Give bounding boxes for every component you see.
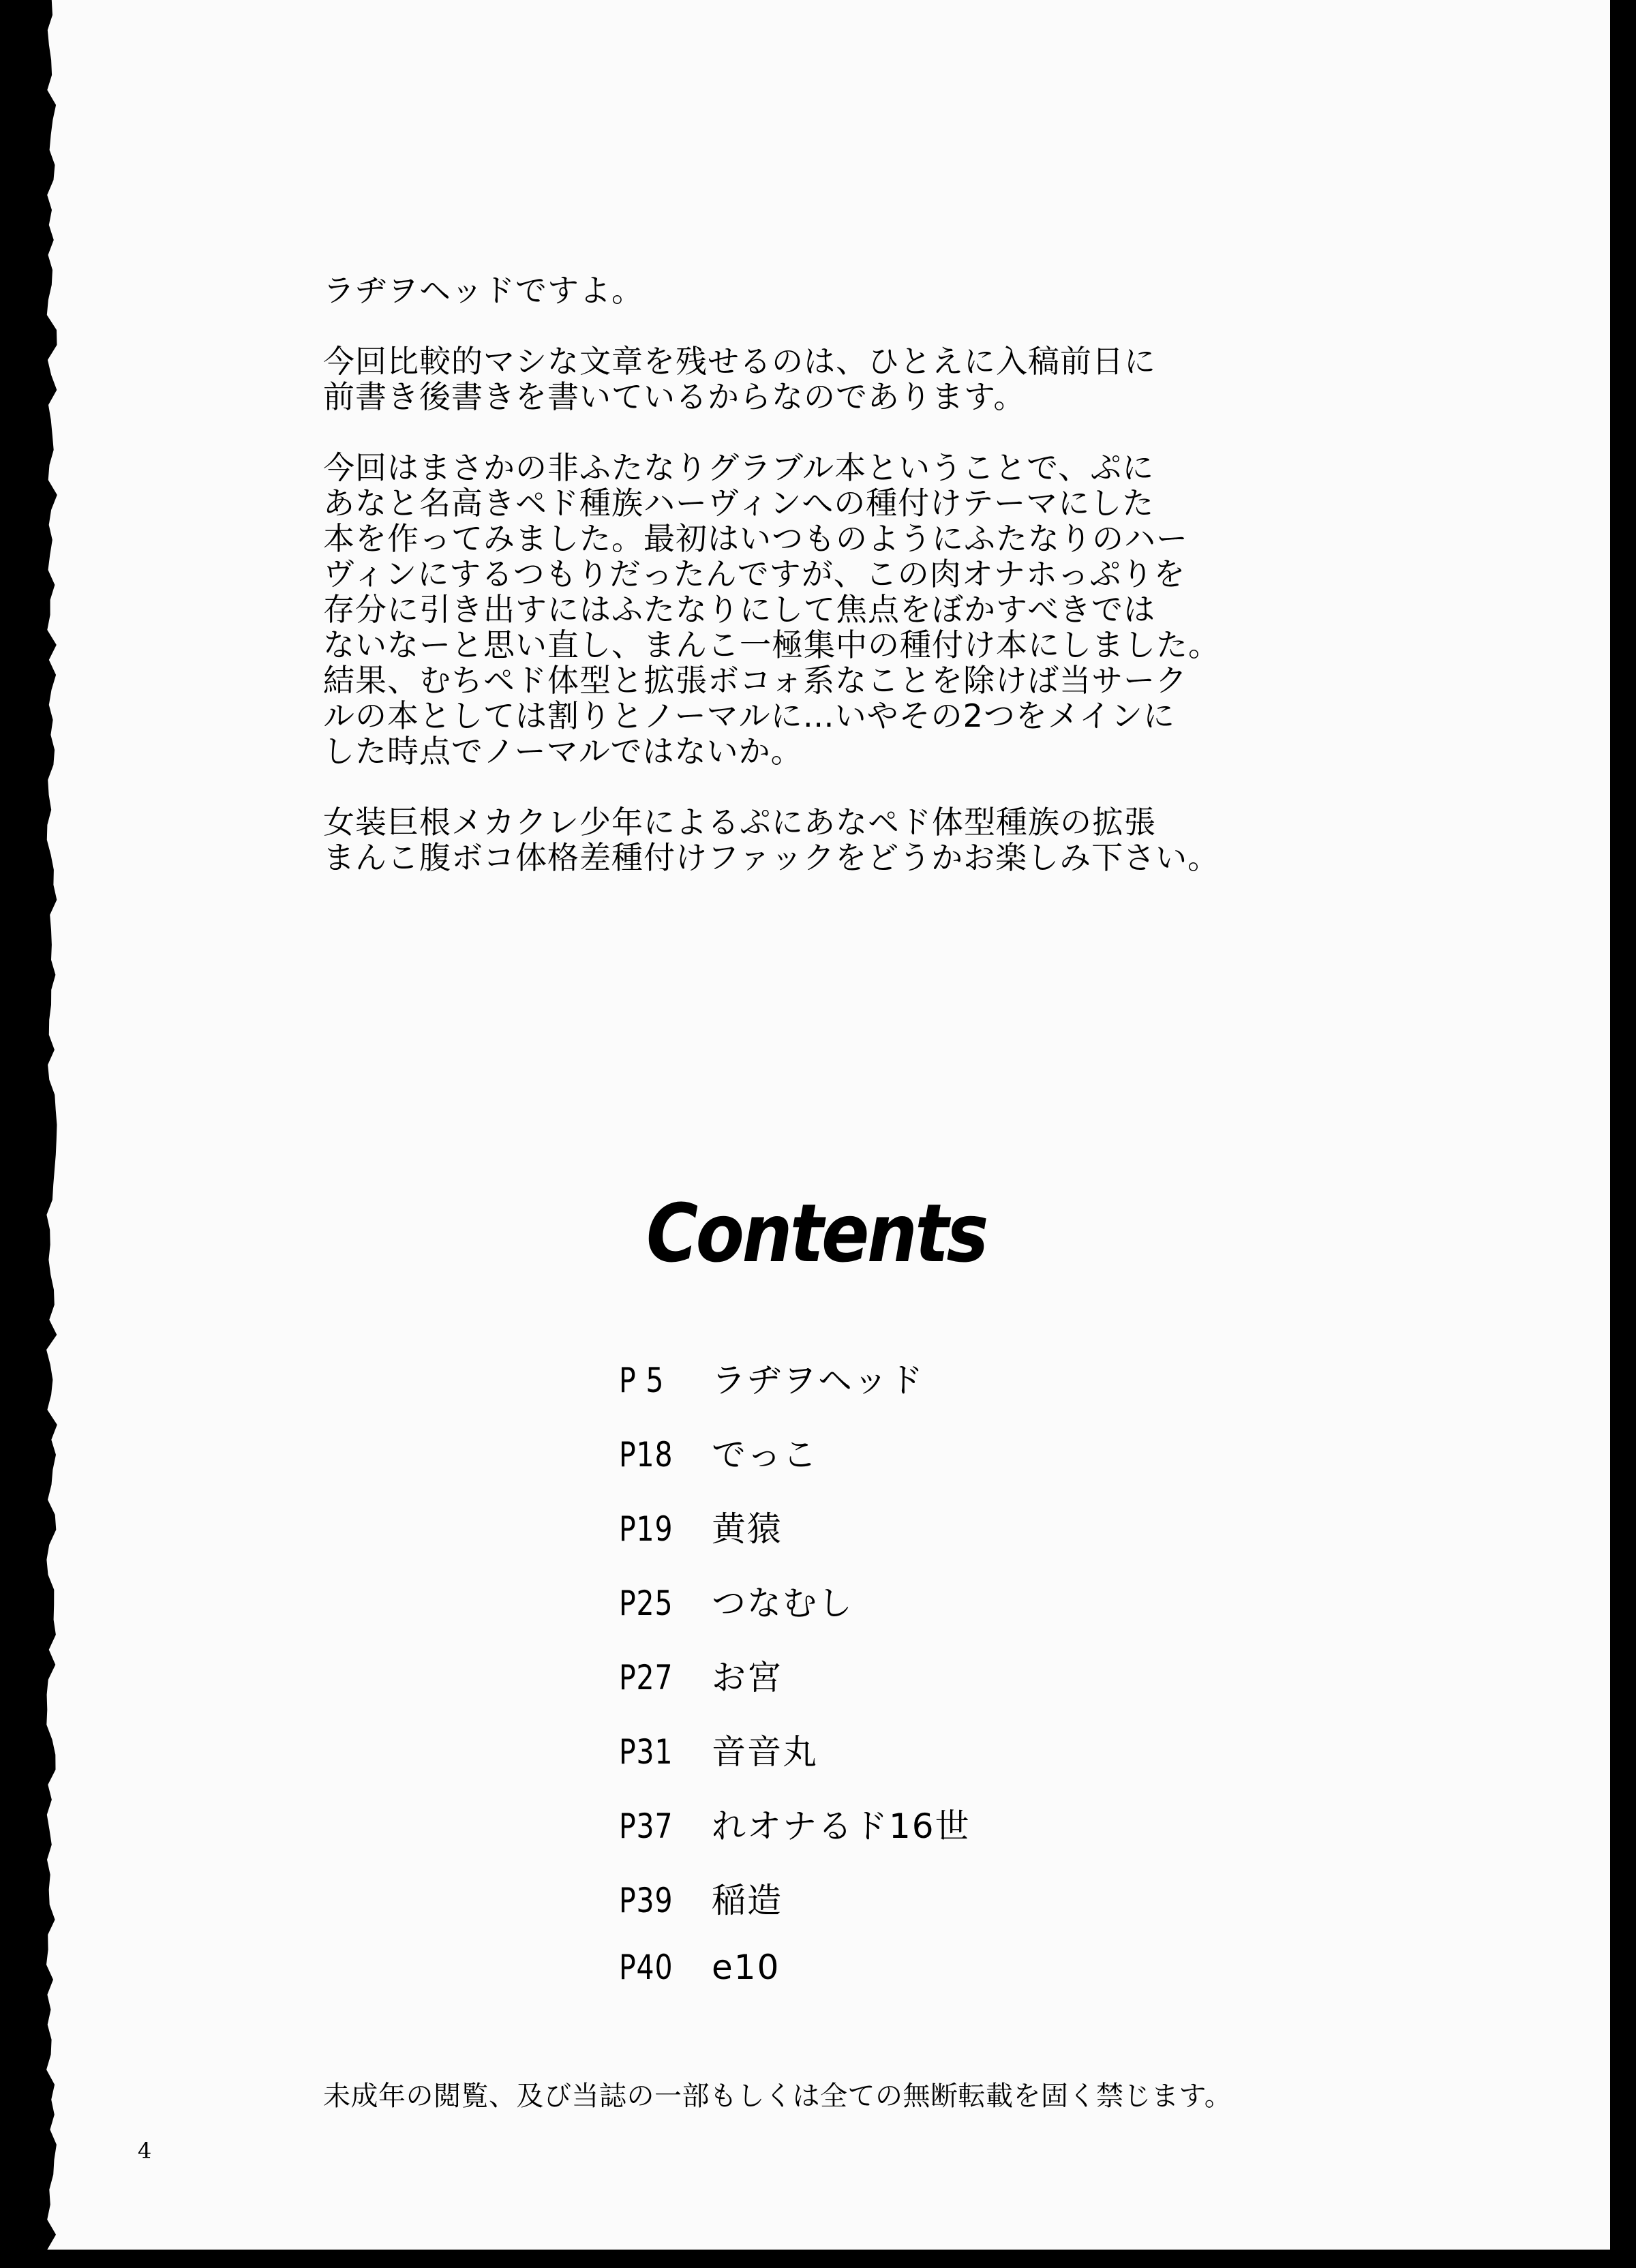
preface-paragraph-2: 今回比較的マシな文章を残せるのは、ひとえに入稿前日に 前書き後書きを書いているからなのであります。 (323, 343, 1156, 415)
toc-page-number: P 5 (619, 1361, 665, 1400)
perforated-edge (42, 0, 70, 2250)
toc-author: e10 (712, 1948, 781, 1987)
copyright-notice: 未成年の閲覧、及び当誌の一部もしくは全ての無断転載を固く禁じます。 (323, 2081, 1232, 2112)
toc-entry (619, 1353, 1164, 1427)
preface-text (323, 273, 1482, 911)
toc-entry (619, 1502, 1164, 1576)
toc-page-number: P27 (619, 1658, 673, 1697)
toc-entry (619, 1799, 1164, 1873)
preface-paragraph-1: ラヂヲヘッドですよ。 (323, 272, 643, 309)
toc-author: 音音丸 (712, 1732, 818, 1772)
toc-entry (619, 1948, 1164, 2022)
toc-author: れオナるド16世 (712, 1806, 971, 1846)
toc-page-number: P19 (619, 1509, 673, 1549)
toc-entry (619, 1650, 1164, 1725)
toc-page-number: P39 (619, 1881, 673, 1920)
page-number: 4 (138, 2138, 152, 2164)
toc-entry (619, 1427, 1164, 1502)
toc-page-number: P25 (619, 1584, 673, 1623)
toc-page-number: P31 (619, 1732, 673, 1772)
toc-entry (619, 1725, 1164, 1799)
toc-page-number: P37 (619, 1806, 673, 1846)
toc-author: でっこ (712, 1435, 818, 1475)
scanned-page (42, 0, 1610, 2250)
preface-paragraph-3: 今回はまさかの非ふたなりグラブル本ということで、ぷに あなと名高きペド種族ハーヴィンへの種付けテーマにした 本を作ってみました。最初はいつものようにふたなりのハー ヴィンにするつもりだったんですが、この肉オナホっぷりを 存分に引き出すにはふたなりにして焦点をぼかすべきでは ないなーと思い直し、まんこ一極集中の種付け本にしました。 結果、むちペド体型と拡張ボコォ系なことを除けば当サーク ルの本としては割りとノーマルに…いやその2つをメインに した時点でノーマルではないか。 (323, 449, 1220, 770)
toc-entry (619, 1873, 1164, 1948)
toc-author: ラヂヲヘッド (712, 1361, 924, 1400)
toc-entry (619, 1576, 1164, 1650)
toc-page-number: P18 (619, 1435, 673, 1475)
toc-author: お宮 (712, 1658, 783, 1697)
preface-paragraph-4: 女装巨根メカクレ少年によるぷにあなペド体型種族の拡張 まんこ腹ボコ体格差種付けファックをどうかお楽しみ下さい。 (323, 804, 1220, 876)
contents-heading: Contents (646, 1186, 986, 1280)
toc-author: 黄猿 (712, 1509, 783, 1549)
toc-page-number: P40 (619, 1948, 673, 1987)
toc-author: つなむし (712, 1584, 853, 1623)
toc-author: 稲造 (712, 1881, 783, 1920)
table-of-contents (619, 1353, 1164, 2022)
